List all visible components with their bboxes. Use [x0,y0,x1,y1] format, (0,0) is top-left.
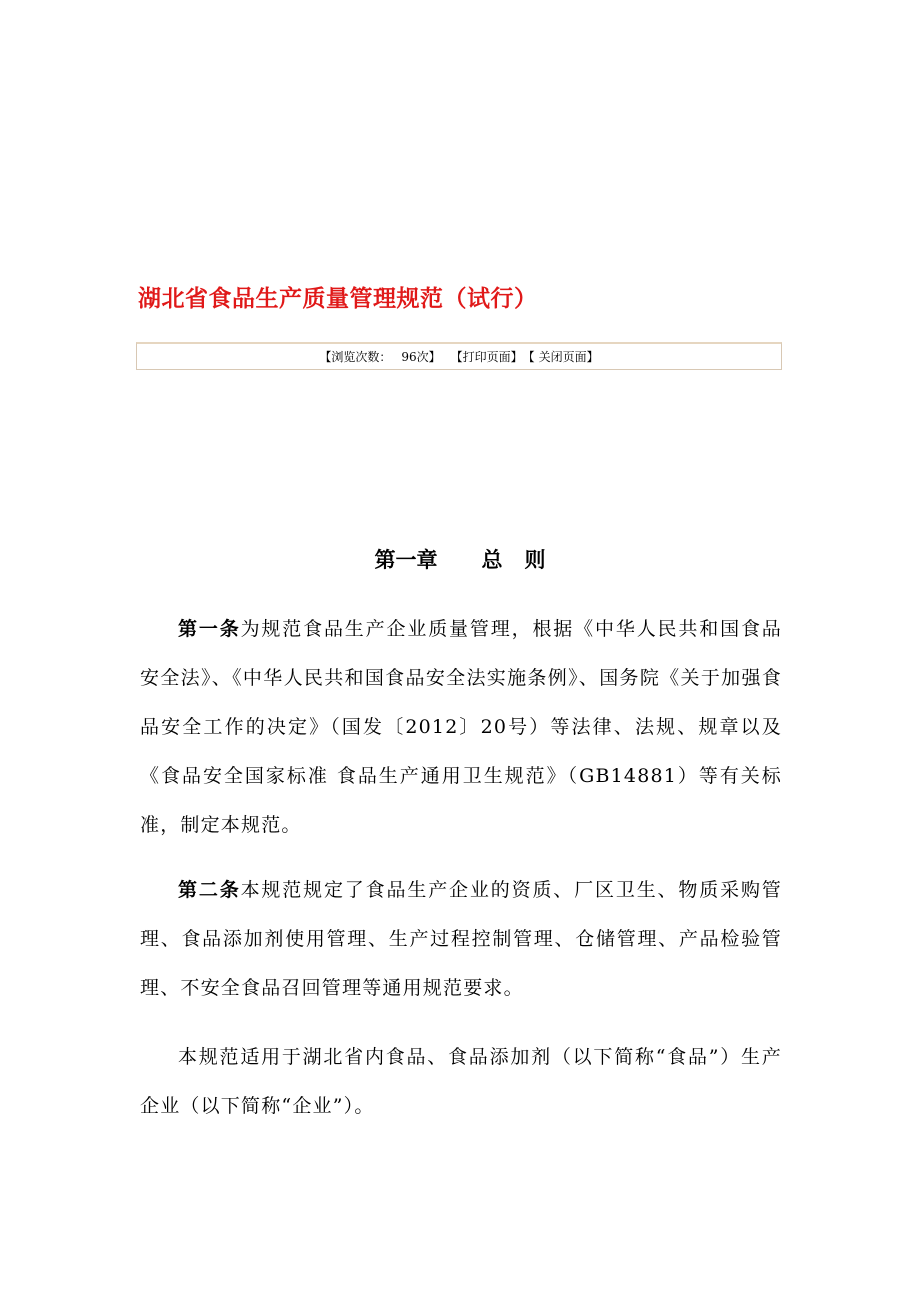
article-1-label: 第一条 [178,618,241,640]
views-suffix: 次】 [416,350,441,364]
chapter-name: 总则 [481,548,568,572]
close-bracket-open: 【 [522,350,535,364]
chapter-heading [0,544,920,574]
chapter-number: 第一章 [374,548,438,572]
views-prefix: 【浏览次数： [319,350,392,364]
article-2-label: 第二条 [178,879,241,901]
info-bar [136,342,782,370]
close-page-link[interactable]: 关闭页面】 [538,350,599,364]
article-2 [140,866,782,1013]
article-1 [140,605,782,850]
page-title: 湖北省食品生产质量管理规范（试行） [138,286,538,312]
print-page-link[interactable]: 【打印页面】 [450,350,523,364]
article-2-text: 本规范规定了食品生产企业的资质、厂区卫生、物质采购管理、食品添加剂使用管理、生产过程控制管理、仓储管理、产品检验管理、不安全食品召回管理等通用规范要求。 [140,879,783,999]
views-count: 96 [401,349,417,364]
scope-paragraph: 本规范适用于湖北省内食品、食品添加剂（以下简称“食品”）生产企业（以下简称“企业”）。 [140,1046,782,1117]
article-1-text: 为规范食品生产企业质量管理，根据《中华人民共和国食品安全法》、《中华人民共和国食品安全法实施条例》、国务院《关于加强食品安全工作的决定》（国发〔2012〕20号）等法律、法规、规章以及《食品安全国家标准 食品生产通用卫生规范》（GB14881）等有关标准，制定本规范。 [140,618,783,836]
